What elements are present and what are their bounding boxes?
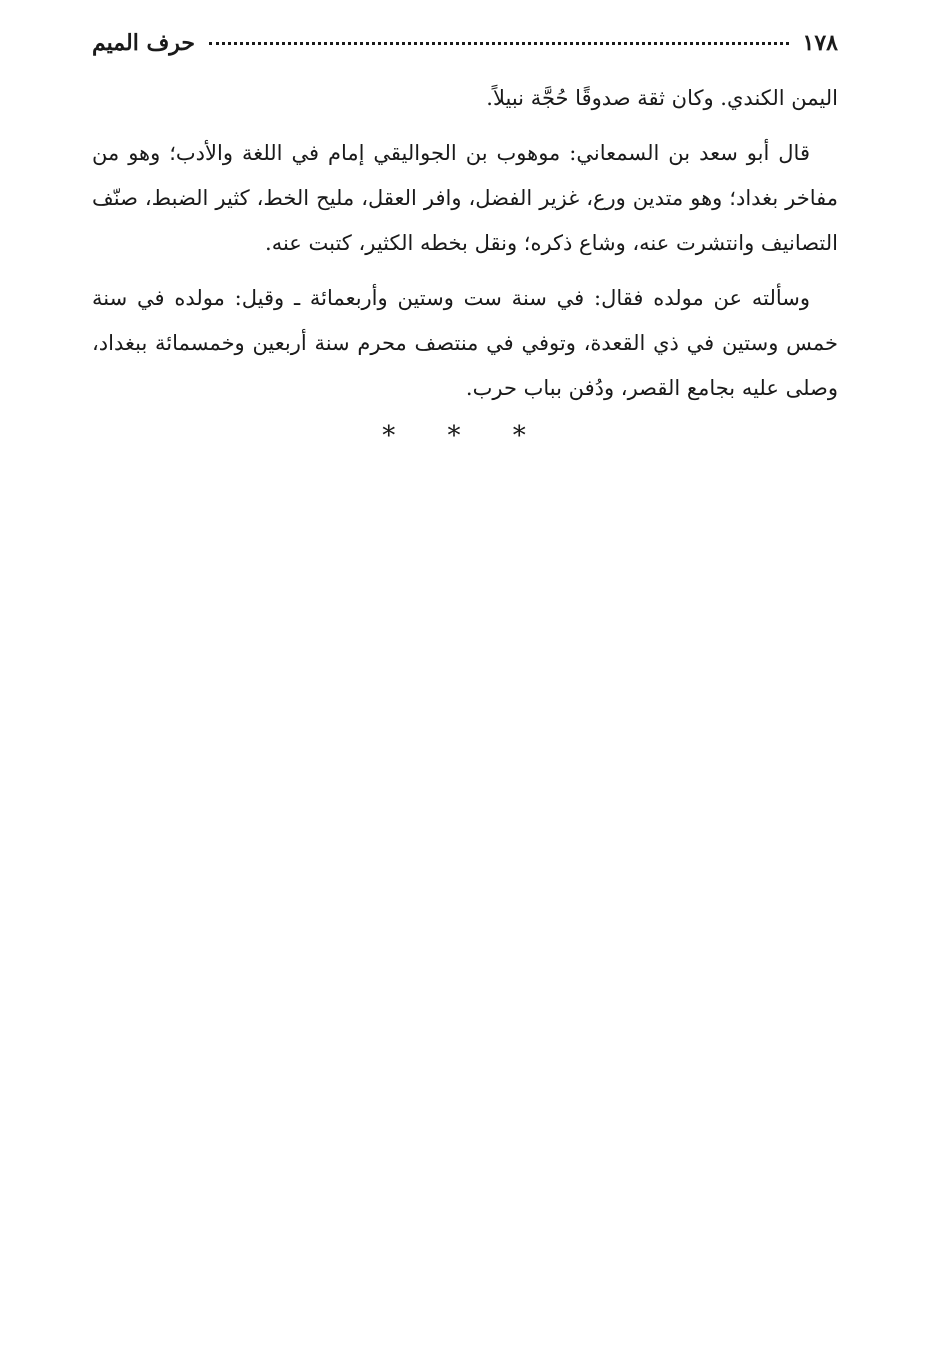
- section-ornament: * * *: [382, 421, 548, 451]
- leader-dots: [209, 42, 789, 45]
- page: [92, 30, 838, 451]
- page-number: ١٧٨: [802, 30, 838, 56]
- chapter-title: حرف الميم: [92, 30, 196, 56]
- paragraph-birth-death: وسألته عن مولده فقال: في سنة ست وستين وأربعمائة ـ وقيل: مولده في سنة خمس وستين في ذي القعدة، وتوفي في منتصف محرم سنة أربعين وخمسمائة ببغداد، وصلى عليه بجامع القصر، ودُفن بباب حرب.: [92, 286, 838, 400]
- body-text: [92, 76, 838, 411]
- paragraph-samani-quote: قال أبو سعد بن السمعاني: موهوب بن الجواليقي إمام في اللغة والأدب؛ وهو من مفاخر بغداد؛ وهو متدين ورع، غزير الفضل، وافر العقل، مليح الخط، كثير الضبط، صنّف التصانيف وانتشرت عنه، وشاع ذكره؛ ونقل بخطه الكثير، كتبت عنه.: [92, 141, 838, 255]
- paragraph-continuation: اليمن الكندي. وكان ثقة صدوقًا حُجَّة نبيلاً.: [486, 86, 838, 110]
- running-header: [92, 30, 838, 70]
